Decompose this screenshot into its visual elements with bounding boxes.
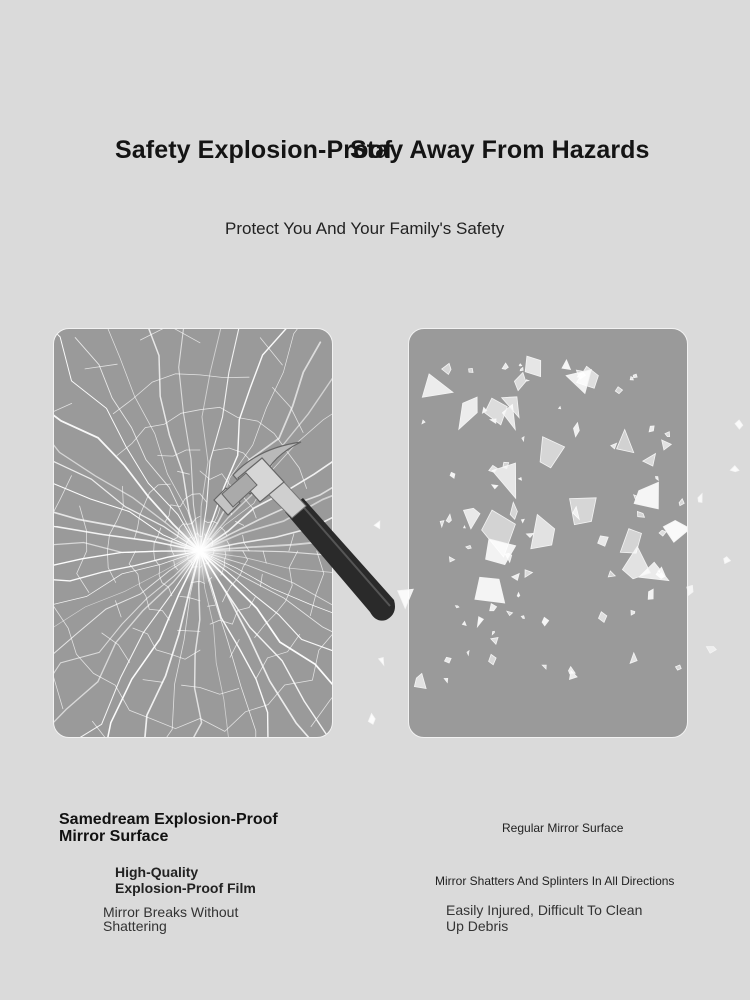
- caption-title-line-2: Mirror Surface: [59, 828, 169, 845]
- caption-title-line-1: Samedream Explosion-Proof: [59, 811, 278, 828]
- explosion-proof-feature: [115, 864, 256, 896]
- regular-mirror-feature: Mirror Shatters And Splinters In All Directions: [435, 874, 675, 888]
- feature-line-1: High-Quality: [115, 864, 199, 880]
- page-subtitle: Protect You And Your Family's Safety: [225, 219, 505, 238]
- glass-shards-icon: [409, 329, 687, 737]
- regular-mirror-result: [446, 902, 642, 934]
- feature-line-2: Explosion-Proof Film: [115, 880, 256, 896]
- result-line-1: Mirror Breaks Without: [103, 904, 239, 920]
- explosion-proof-mirror-panel: [53, 328, 333, 738]
- result-line-2: Up Debris: [446, 918, 509, 934]
- explosion-proof-caption-title: [59, 811, 278, 845]
- regular-mirror-caption-title: Regular Mirror Surface: [502, 821, 624, 835]
- result-line-2: Shattering: [103, 918, 167, 934]
- explosion-proof-result: [103, 905, 238, 933]
- result-line-1: Easily Injured, Difficult To Clean: [446, 902, 643, 918]
- cracked-glass-icon: [54, 329, 332, 737]
- page-title-right: Stay Away From Hazards: [350, 136, 650, 164]
- page-title-left: Safety Explosion-Proof: [115, 136, 393, 164]
- regular-mirror-panel: [408, 328, 688, 738]
